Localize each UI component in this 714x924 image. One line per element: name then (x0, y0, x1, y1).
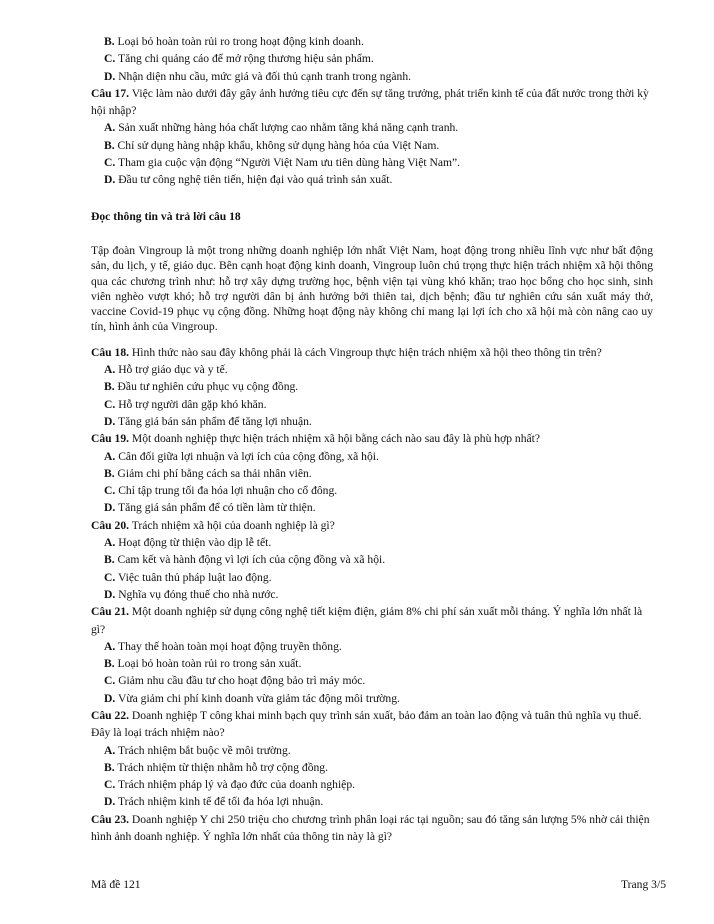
q17-option-a: A. Sản xuất những hàng hóa chất lượng cao nhằm tăng khả năng cạnh tranh. (104, 121, 459, 135)
question-22: Câu 22. Doanh nghiệp T công khai minh bạch quy trình sản xuất, bảo đảm an toàn lao động và tuân thủ nghĩa vụ thuế. Đây là loại trách nhiệm nào? (91, 708, 642, 740)
reading-passage: Tập đoàn Vingroup là một trong những doanh nghiệp lớn nhất Việt Nam, hoạt động trong nhiều lĩnh vực như bất động sản, du lịch, y tế, giáo dục. Bên cạnh hoạt động kinh doanh, Vingroup luôn chú trọng thực hiện trách nhiệm xã hội thông qua các chương trình như: hỗ trợ xây dựng trường học, bệnh viện tại vùng khó khăn; trao học bổng cho học sinh, sinh viên nghèo vượt khó; hỗ trợ người dân bị ảnh hưởng bởi thiên tai, dịch bệnh; đầu tư nghiên cứu sản xuất máy thở, vaccine Covid-19 phục vụ cộng đồng. Những hoạt động này không chỉ mang lại lợi ích cho xã hội mà còn nâng cao uy tín, hình ảnh của Vingroup. (91, 243, 653, 334)
section-title: Đọc thông tin và trả lời câu 18 (91, 209, 241, 223)
question-18: Câu 18. Hình thức nào sau đây không phải là cách Vingroup thực hiện trách nhiệm xã hội theo thông tin trên? (91, 345, 602, 359)
q18-option-a: A. Hỗ trợ giáo dục và y tế. (104, 363, 228, 377)
q22-option-b: B. Trách nhiệm từ thiện nhằm hỗ trợ cộng đồng. (104, 760, 329, 774)
q19-option-d: D. Tăng giá sản phẩm để có tiền làm từ thiện. (104, 501, 316, 515)
q21-option-b: B. Loại bỏ hoàn toàn rủi ro trong sản xuất. (104, 657, 302, 671)
q17-option-b: B. Chỉ sử dụng hàng nhập khẩu, không sử dụng hàng hóa của Việt Nam. (104, 138, 440, 152)
q20-option-a: A. Hoạt động từ thiện vào dịp lễ tết. (104, 536, 272, 550)
q20-option-d: D. Nghĩa vụ đóng thuế cho nhà nước. (104, 587, 279, 601)
q18-option-d: D. Tăng giá bán sản phẩm để tăng lợi nhuận. (104, 414, 312, 428)
q18-option-c: C. Hỗ trợ người dân gặp khó khăn. (104, 397, 267, 411)
q19-option-b: B. Giảm chi phí bằng cách sa thải nhân viên. (104, 466, 312, 480)
exam-content (91, 33, 653, 845)
q20-option-c: C. Việc tuân thủ pháp luật lao động. (104, 570, 272, 584)
q21-option-d: D. Vừa giảm chi phí kinh doanh vừa giảm tác động môi trường. (104, 691, 400, 705)
q19-option-c: C. Chỉ tập trung tối đa hóa lợi nhuận cho cổ đông. (104, 484, 338, 498)
option-d: D. Nhận diện nhu cầu, mức giá và đối thủ cạnh tranh trong ngành. (104, 69, 412, 83)
q21-option-c: C. Giảm nhu cầu đầu tư cho hoạt động bảo trì máy móc. (104, 674, 366, 688)
q18-option-b: B. Đầu tư nghiên cứu phục vụ cộng đồng. (104, 380, 299, 394)
question-20: Câu 20. Trách nhiệm xã hội của doanh nghiệp là gì? (91, 518, 335, 532)
question-21: Câu 21. Một doanh nghiệp sử dụng công nghệ tiết kiệm điện, giảm 8% chi phí sản xuất mỗi tháng. Ý nghĩa lớn nhất là gì? (91, 605, 643, 636)
q22-option-d: D. Trách nhiệm kinh tế để tối đa hóa lợi nhuận. (104, 795, 324, 809)
exam-code: Mã đề 121 (91, 878, 141, 891)
q22-option-c: C. Trách nhiệm pháp lý và đạo đức của doanh nghiệp. (104, 778, 356, 792)
question-19: Câu 19. Một doanh nghiệp thực hiện trách nhiệm xã hội bằng cách nào sau đây là phù hợp nhất? (91, 432, 541, 446)
page-number: Trang 3/5 (621, 878, 666, 891)
q17-option-d: D. Đầu tư công nghệ tiên tiến, hiện đại vào quá trình sản xuất. (104, 173, 393, 187)
q21-option-a: A. Thay thế hoàn toàn mọi hoạt động truyền thông. (104, 639, 342, 653)
question-17: Câu 17. Việc làm nào dưới đây gây ảnh hưởng tiêu cực đến sự tăng trưởng, phát triển kinh tế của đất nước trong thời kỳ hội nhập? (91, 86, 649, 118)
question-23: Câu 23. Doanh nghiệp Y chi 250 triệu cho chương trình phân loại rác tại nguồn; sau đó tăng sản lượng 5% nhờ cải thiện hình ảnh doanh nghiệp. Ý nghĩa lớn nhất của thông tin này là gì? (91, 812, 650, 844)
option-c: C. Tăng chi quảng cáo để mở rộng thương hiệu sản phẩm. (104, 52, 374, 66)
page-footer (91, 876, 666, 893)
option-b: B. Loại bỏ hoàn toàn rủi ro trong hoạt động kinh doanh. (104, 35, 364, 48)
q19-option-a: A. Cân đối giữa lợi nhuận và lợi ích của cộng đồng, xã hội. (104, 449, 379, 463)
q17-option-c: C. Tham gia cuộc vận động “Người Việt Nam ưu tiên dùng hàng Việt Nam”. (104, 156, 461, 170)
q22-option-a: A. Trách nhiệm bắt buộc về môi trường. (104, 743, 291, 757)
q20-option-b: B. Cam kết và hành động vì lợi ích của cộng đồng và xã hội. (104, 553, 386, 567)
